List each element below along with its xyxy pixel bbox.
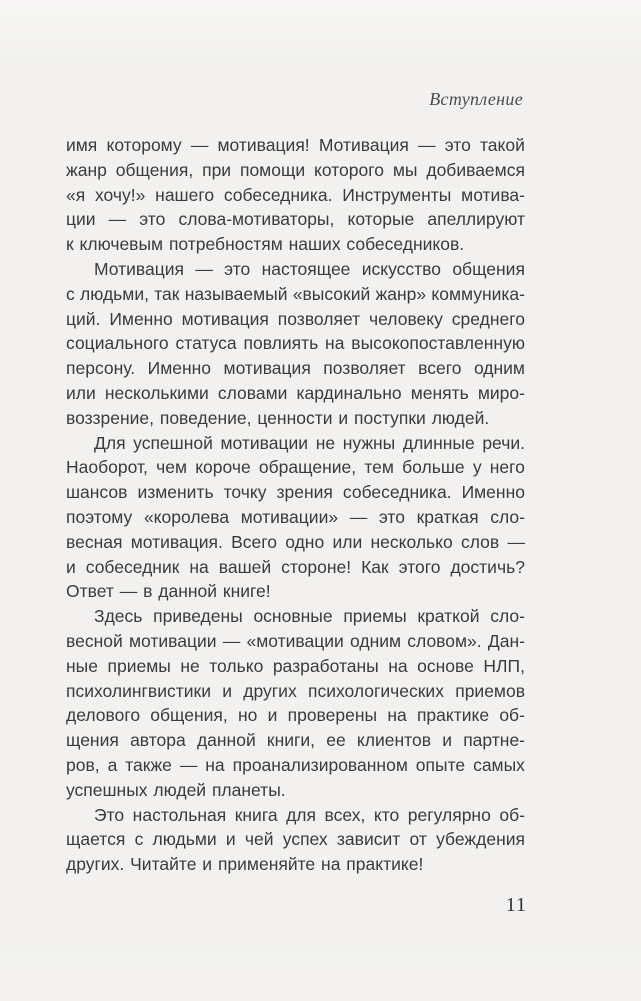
text-line: Это настольная книга для всех, кто регулярно об- xyxy=(94,804,525,825)
paragraph xyxy=(66,803,525,877)
text-line: воззрение, поведение, ценности и поступки людей. xyxy=(66,407,490,428)
text-line: и собеседник на вашей стороне! Как этого достичь? xyxy=(66,556,525,577)
text-line: Ответ — в данной книге! xyxy=(66,581,271,602)
running-header: Вступление xyxy=(429,89,523,109)
text-line: с людьми, так называемый «высокий жанр» коммуника- xyxy=(66,283,525,304)
text-line: щается с людьми и чей успех зависит от убеждения xyxy=(66,829,525,850)
text-line: весная мотивация. Всего одно или несколько слов — xyxy=(66,531,525,552)
text-line: шансов изменить точку зрения собеседника. Именно xyxy=(66,482,525,503)
text-line: жанр общения, при помощи которого мы добиваемся xyxy=(66,159,525,180)
text-line: Мотивация — это настоящее искусство общения xyxy=(94,258,525,279)
paragraph xyxy=(66,604,525,802)
text-line: имя которому — мотивация! Мотивация — это такой xyxy=(66,135,525,155)
text-line: ров, а также — на проанализированном опыте самых xyxy=(66,754,525,775)
page-number: 11 xyxy=(505,894,527,916)
paragraph xyxy=(66,133,525,257)
text-line: ции — это слова-мотиваторы, которые апеллируют xyxy=(66,209,525,230)
paragraph xyxy=(66,431,525,605)
text-line: щения автора данной книги, ее клиентов и партне- xyxy=(66,730,525,751)
paragraph xyxy=(66,257,525,431)
text-line: Здесь приведены основные приемы краткой сло- xyxy=(94,606,525,627)
text-line: других. Читайте и применяйте на практике! xyxy=(66,854,424,875)
text-line: персону. Именно мотивация позволяет всего одним xyxy=(66,358,525,379)
page-body xyxy=(66,133,525,877)
text-line: весной мотивации — «мотивации одним словом». Дан- xyxy=(66,630,525,651)
text-line: ций. Именно мотивация позволяет человеку среднего xyxy=(66,308,525,329)
text-line: успешных людей планеты. xyxy=(66,779,286,800)
text-line: к ключевым потребностям наших собеседников. xyxy=(66,234,465,255)
text-line: поэтому «королева мотивации» — это краткая сло- xyxy=(66,506,525,527)
text-line: или несколькими словами кардинально менять миро- xyxy=(66,382,525,403)
text-line: Наоборот, чем короче обращение, тем больше у него xyxy=(66,457,525,478)
text-line: Для успешной мотивации не нужны длинные речи. xyxy=(94,432,525,453)
text-line: социального статуса повлиять на высокопоставленную xyxy=(66,333,525,354)
text-line: ные приемы не только разработаны на основе НЛП, xyxy=(66,655,525,676)
text-line: «я хочу!» нашего собеседника. Инструменты мотива- xyxy=(66,184,525,205)
text-line: психолингвистики и других психологических приемов xyxy=(66,680,525,701)
text-line: делового общения, но и проверены на практике об- xyxy=(66,705,525,726)
